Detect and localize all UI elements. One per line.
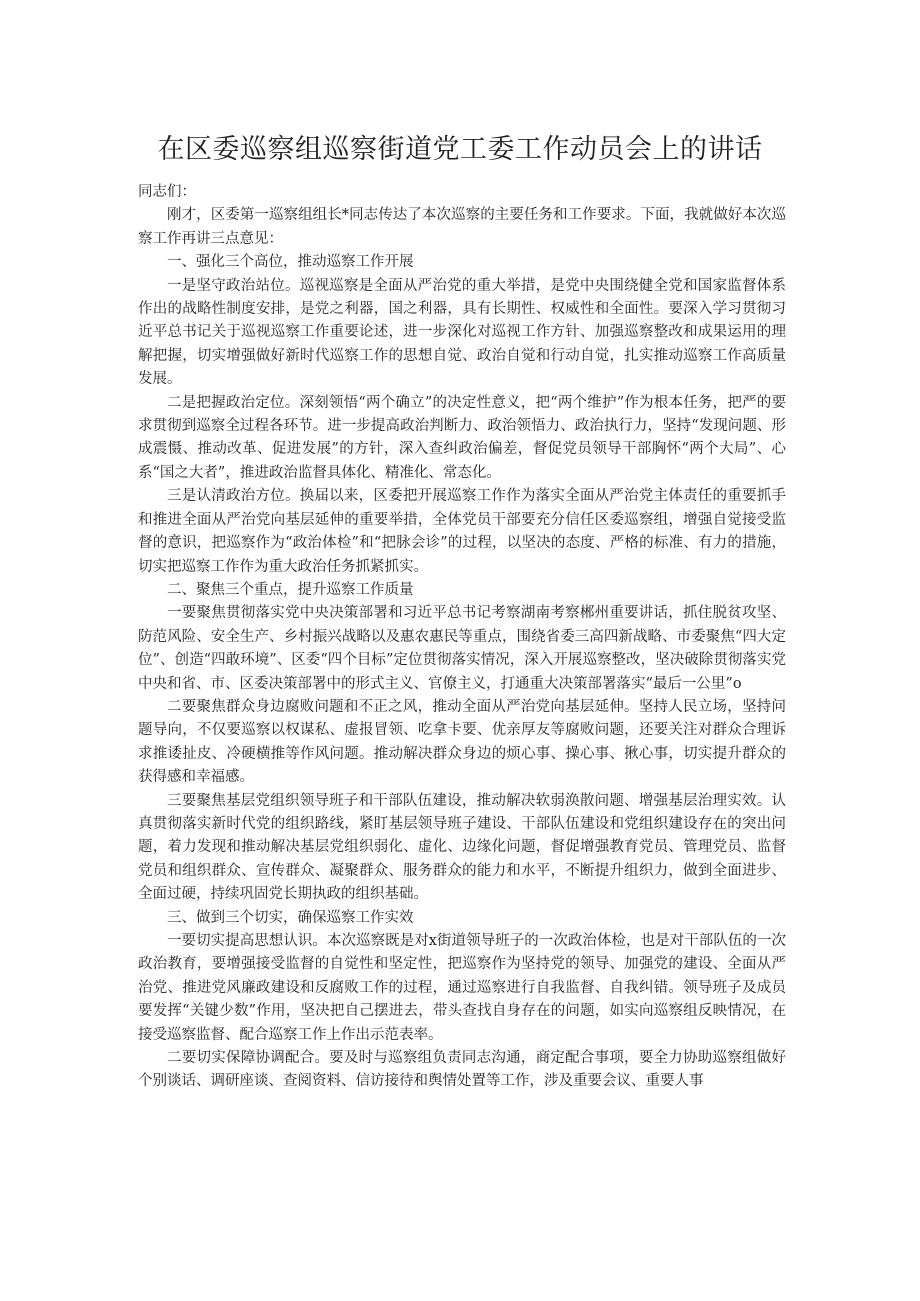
section-heading-3: 三、做到三个切实，确保巡察工作实效 bbox=[167, 909, 414, 926]
document-body bbox=[138, 181, 786, 1094]
section-heading-2: 二、聚焦三个重点，提升巡察工作质量 bbox=[167, 581, 414, 598]
document-title: 在区委巡察组巡察街道党工委工作动员会上的讲话 bbox=[157, 134, 763, 165]
paragraph-intro: 刚才，区委第一巡察组组长*同志传达了本次巡察的主要任务和工作要求。下面，我就做好本次巡察工作再讲三点意见： bbox=[138, 207, 786, 247]
paragraph: 二是把握政治定位。深刻领悟“两个确立”的决定性意义，把“两个维护”作为根本任务，把严的要求贯彻到巡察全过程各环节。进一步提高政治判断力、政治领悟力、政治执行力，坚持“发现问题、形成震慑、推动改革、促进发展”的方针，深入查纠政治偏差，督促党员领导干部胸怀“两个大局”、心系“国之大者”，推进政治监督具体化、精准化、常态化。 bbox=[138, 394, 786, 481]
section-heading-1: 一、强化三个高位，推动巡察工作开展 bbox=[167, 254, 414, 271]
paragraph: 三要聚焦基层党组织领导班子和干部队伍建设，推动解决软弱涣散问题、增强基层治理实效。认真贯彻落实新时代党的组织路线，紧盯基层领导班子建设、干部队伍建设和党组织建设存在的突出问题，着力发现和推动解决基层党组织弱化、虚化、边缘化问题，督促增强教育党员、管理党员、监督党员和组织群众、宣传群众、凝聚群众、服务群众的能力和水平，不断提升组织力，做到全面进步、全面过硬，持续巩固党长期执政的组织基础。 bbox=[138, 792, 786, 903]
paragraph: 三是认清政治方位。换届以来，区委把开展巡察工作作为落实全面从严治党主体责任的重要抓手和推进全面从严治党向基层延伸的重要举措，全体党员干部要充分信任区委巡察组，增强自觉接受监督的意识，把巡察作为“政治体检”和“把脉会诊”的过程，以坚决的态度、严格的标准、有力的措施，切实把巡察工作作为重大政治任务抓紧抓实。 bbox=[138, 488, 786, 575]
paragraph: 二要聚焦群众身边腐败问题和不正之风，推动全面从严治党向基层延伸。坚持人民立场，坚持问题导向，不仅要巡察以权谋私、虚报冒领、吃拿卡要、优亲厚友等腐败问题，还要关注对群众合理诉求推诿扯皮、冷硬横推等作风问题。推动解决群众身边的烦心事、操心事、揪心事，切实提升群众的获得感和幸福感。 bbox=[138, 698, 786, 786]
paragraph: 一要聚焦贯彻落实党中央决策部署和习近平总书记考察湖南考察郴州重要讲话，抓住脱贫攻坚、防范风险、安全生产、乡村振兴战略以及惠农惠民等重点，围绕省委三高四新战略、市委聚焦“四大定位”、创造“四敢环境”、区委“四个目标”定位贯彻落实情况，深入开展巡察整改，坚决破除贯彻落实党中央和省、市、区委决策部署中的形式主义、官僚主义，打通重大决策部署落实“最后一公里”o bbox=[138, 605, 786, 692]
paragraph: 二要切实保障协调配合。要及时与巡察组负责同志沟通，商定配合事项，要全力协助巡察组做好个别谈话、调研座谈、查阅资料、信访接待和舆情处置等工作，涉及重要会议、重要人事 bbox=[138, 1050, 786, 1090]
salutation: 同志们： bbox=[138, 184, 196, 200]
paragraph: 一要切实提高思想认识。本次巡察既是对x街道领导班子的一次政治体检，也是对干部队伍的一次政治教育，要增强接受监督的自觉性和坚定性，把巡察作为坚持党的领导、加强党的建设、全面从严治党、推进党风廉政建设和反腐败工作的过程，通过巡察进行自我监督、自我纠错。领导班子及成员要发挥“关键少数”作用，坚决把自己摆进去，带头查找自身存在的问题，如实向巡察组反映情况，在接受巡察监督、配合巡察工作上作出示范表率。 bbox=[138, 933, 786, 1043]
paragraph: 一是坚守政治站位。巡视巡察是全面从严治党的重大举措，是党中央围绕健全党和国家监督体系作出的战略性制度安排，是党之利器，国之利器，具有长期性、权威性和全面性。要深入学习贯彻习近平总书记关于巡视巡察工作重要论述，进一步深化对巡视工作方针、加强巡察整改和成果运用的理解把握，切实增强做好新时代巡察工作的思想自觉、政治自觉和行动自觉，扎实推动巡察工作高质量发展。 bbox=[138, 277, 786, 388]
